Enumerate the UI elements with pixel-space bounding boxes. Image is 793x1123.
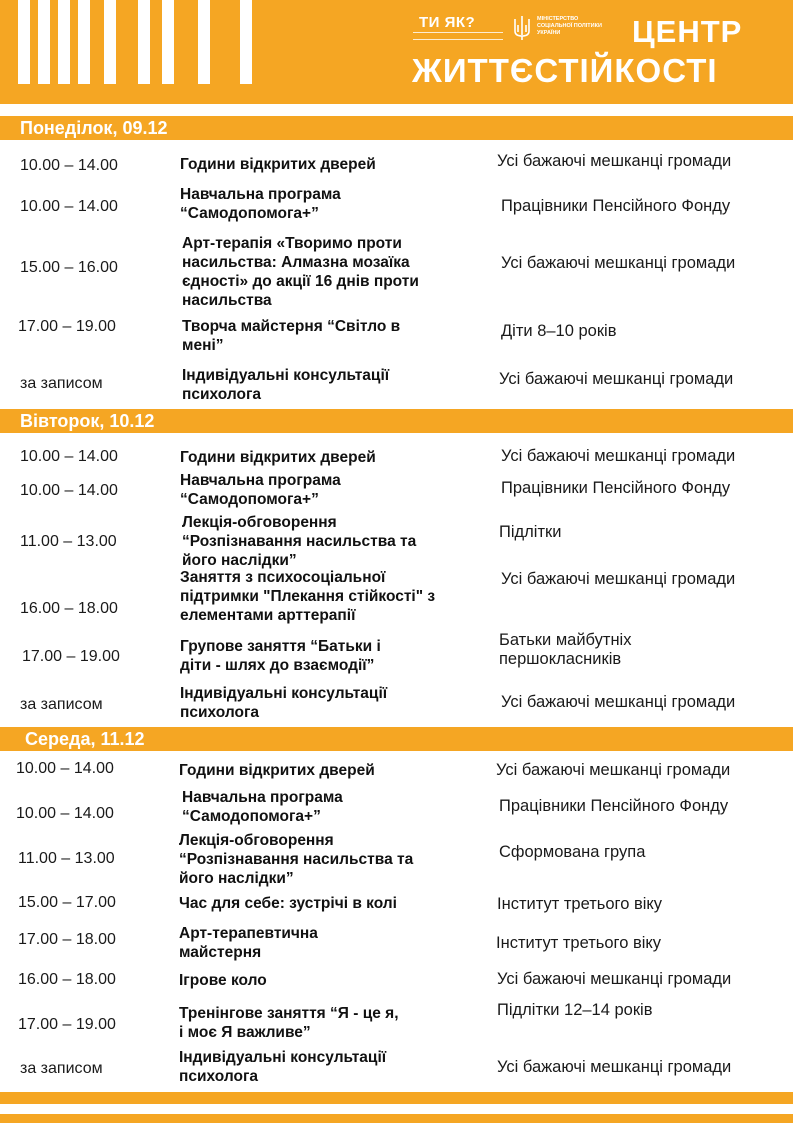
event-audience: Працівники Пенсійного Фонду	[501, 197, 731, 215]
event-title: Групове заняття “Батьки і діти - шлях до взаємодії”	[180, 638, 381, 674]
event-time: 10.00 – 14.00	[20, 157, 118, 174]
event-time: 17.00 – 19.00	[18, 1016, 116, 1033]
footer-bar	[0, 1092, 793, 1104]
event-time: 10.00 – 14.00	[20, 198, 118, 215]
event-audience: Сформована група	[499, 843, 646, 861]
event-time: 17.00 – 18.00	[18, 931, 116, 948]
trident-icon	[512, 15, 532, 41]
event-audience: Інститут третього віку	[496, 934, 662, 952]
event-audience: Усі бажаючі мешканці громади	[497, 970, 732, 988]
partner-logo-underline	[413, 32, 503, 40]
event-title: Навчальна програма “Самодопомога+”	[180, 186, 341, 222]
decor-stripe	[240, 0, 252, 84]
event-audience: Усі бажаючі мешканці громади	[501, 693, 736, 711]
event-time: 17.00 – 19.00	[22, 648, 120, 665]
event-time: 10.00 – 14.00	[16, 805, 114, 822]
day-label: Вівторок, 10.12	[20, 411, 155, 431]
event-audience: Працівники Пенсійного Фонду	[499, 797, 729, 815]
day-header	[0, 116, 793, 140]
event-audience: Усі бажаючі мешканці громади	[501, 447, 736, 465]
event-time: 10.00 – 14.00	[20, 448, 118, 465]
event-time: 15.00 – 17.00	[18, 894, 116, 911]
event-title: Індивідуальні консультації психолога	[182, 367, 390, 403]
decor-stripe	[18, 0, 30, 84]
event-audience: Діти 8–10 років	[501, 322, 617, 340]
event-audience: Підлітки	[499, 523, 562, 541]
event-title: Арт-терапевтична майстерня	[179, 925, 318, 961]
page-title-line1: ЦЕНТР	[632, 14, 743, 49]
event-title: Лекція-обговорення “Розпізнавання насильства та його наслідки”	[182, 514, 417, 569]
event-audience: Підлітки 12–14 років	[497, 1001, 653, 1019]
event-audience: Усі бажаючі мешканці громади	[497, 152, 732, 170]
event-time: 15.00 – 16.00	[20, 259, 118, 276]
ministry-name: МІНІСТЕРСТВО СОЦІАЛЬНОЇ ПОЛІТИКИ УКРАЇНИ	[537, 16, 602, 36]
decor-stripe	[78, 0, 90, 84]
decor-stripe	[104, 0, 116, 84]
decor-stripe	[58, 0, 70, 84]
decor-stripe	[138, 0, 150, 84]
page-title-line2: ЖИТТЄСТІЙКОСТІ	[412, 52, 718, 89]
event-time: 17.00 – 19.00	[18, 318, 116, 335]
event-title: Арт-терапія «Творимо проти насильства: Алмазна мозаїка єдності» до акції 16 днів проти насильства	[182, 235, 419, 309]
day-label: Понеділок, 09.12	[20, 118, 168, 138]
event-time: 16.00 – 18.00	[18, 971, 116, 988]
event-audience: Усі бажаючі мешканці громади	[499, 370, 734, 388]
event-audience: Усі бажаючі мешканці громади	[501, 254, 736, 272]
event-time: за записом	[20, 375, 103, 392]
event-audience: Інститут третього віку	[497, 895, 663, 913]
event-audience: Усі бажаючі мешканці громади	[501, 570, 736, 588]
day-header	[0, 409, 793, 433]
decor-stripe	[198, 0, 210, 84]
event-title: Тренінгове заняття “Я - це я, і моє Я важливе”	[179, 1005, 399, 1041]
event-time: 10.00 – 14.00	[16, 760, 114, 777]
decor-stripe	[162, 0, 174, 84]
event-title: Години відкритих дверей	[180, 156, 376, 173]
event-time: 10.00 – 14.00	[20, 482, 118, 499]
event-title: Індивідуальні консультації психолога	[180, 685, 388, 721]
event-audience: Працівники Пенсійного Фонду	[501, 479, 731, 497]
decor-stripe	[38, 0, 50, 84]
partner-logo: ТИ ЯК?	[419, 14, 476, 31]
event-title: Навчальна програма “Самодопомога+”	[180, 472, 341, 508]
event-title: Заняття з психосоціальної підтримки "Плекання стійкості" з елементами арттерапії	[180, 569, 436, 624]
header-banner	[0, 0, 793, 104]
event-time: 11.00 – 13.00	[20, 533, 117, 550]
event-title: Лекція-обговорення “Розпізнавання насильства та його наслідки”	[179, 832, 414, 887]
event-time: за записом	[20, 1060, 103, 1077]
event-title: Ігрове коло	[179, 972, 267, 989]
footer-bar	[0, 1114, 793, 1123]
event-title: Навчальна програма “Самодопомога+”	[182, 789, 343, 825]
event-audience: Батьки майбутніх першокласників	[499, 631, 632, 668]
event-title: Індивідуальні консультації психолога	[179, 1049, 387, 1085]
event-audience: Усі бажаючі мешканці громади	[496, 761, 731, 779]
event-time: за записом	[20, 696, 103, 713]
event-title: Творча майстерня “Світло в мені”	[182, 318, 401, 354]
day-label: Середа, 11.12	[25, 729, 145, 749]
event-title: Години відкритих дверей	[180, 449, 376, 466]
day-header	[0, 727, 793, 751]
event-title: Години відкритих дверей	[179, 762, 375, 779]
event-time: 11.00 – 13.00	[18, 850, 115, 867]
event-time: 16.00 – 18.00	[20, 600, 118, 617]
event-audience: Усі бажаючі мешканці громади	[497, 1058, 732, 1076]
event-title: Час для себе: зустрічі в колі	[179, 895, 397, 912]
